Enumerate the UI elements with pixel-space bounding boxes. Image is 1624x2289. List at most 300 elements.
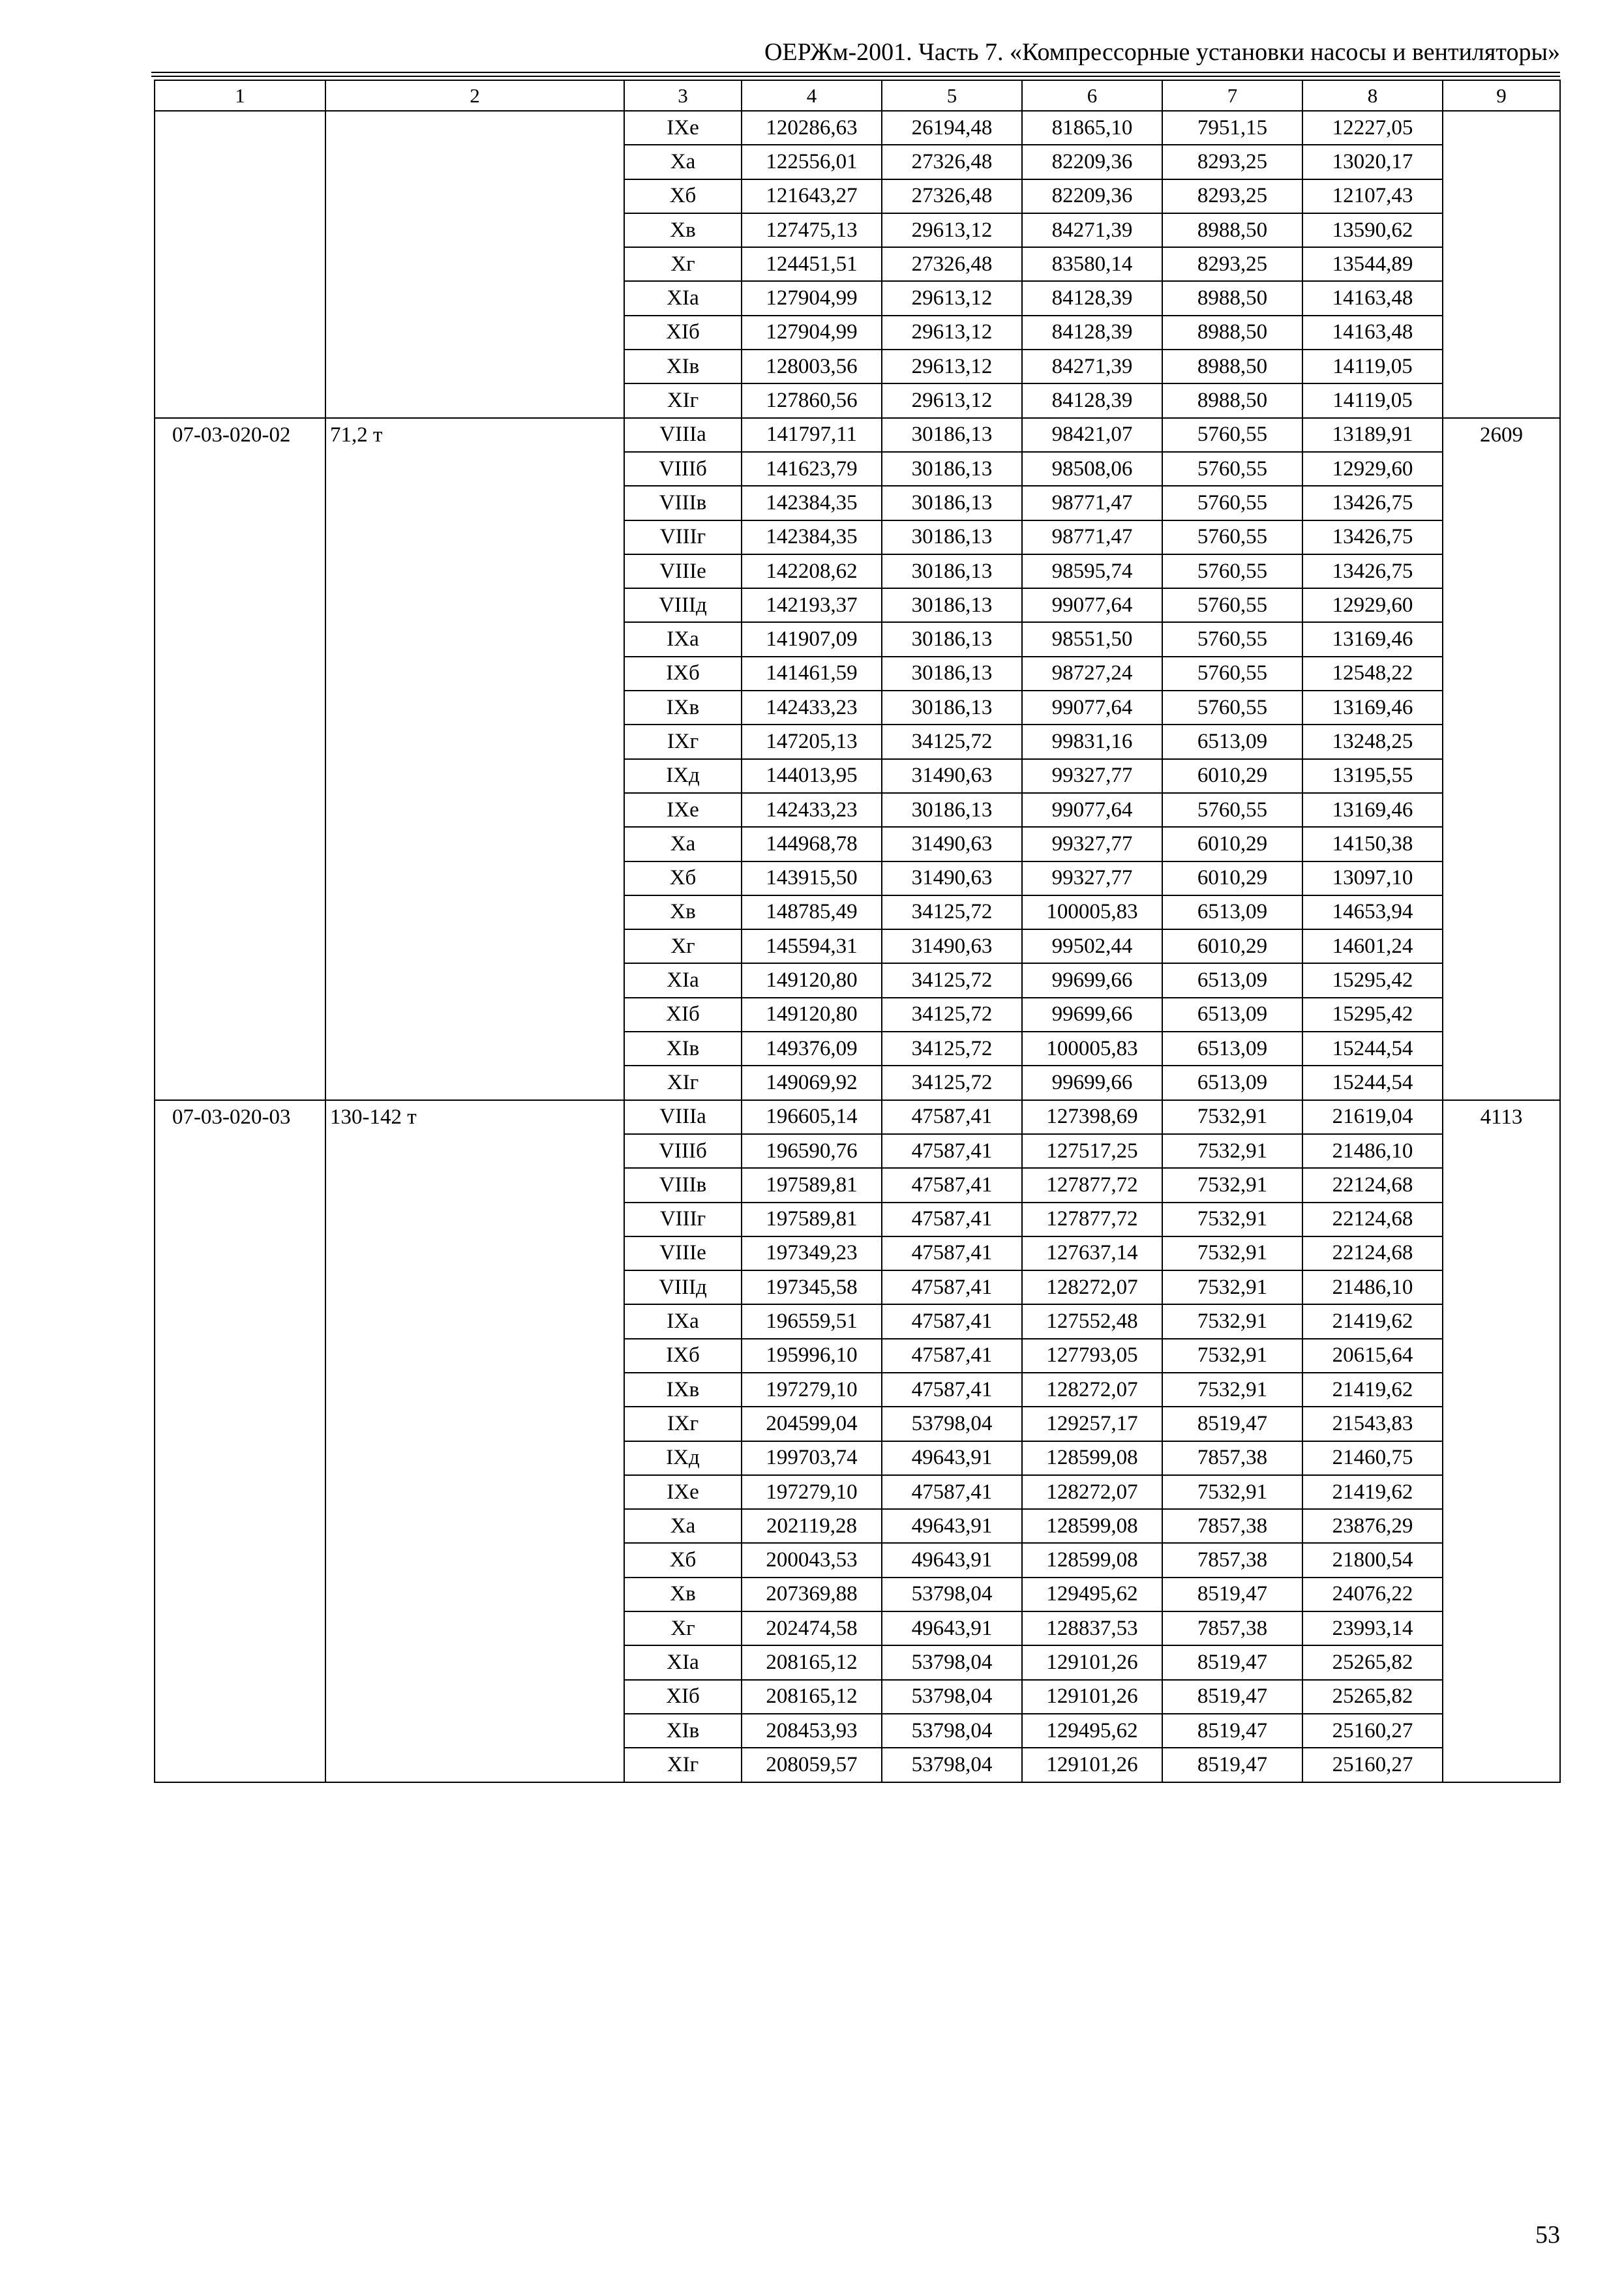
column-number-row (155, 80, 1560, 111)
value-cell: 21486,10 (1302, 1270, 1443, 1304)
value-cell: 22124,68 (1302, 1168, 1443, 1202)
value-cell: 7532,91 (1162, 1134, 1302, 1168)
value-cell: 141461,59 (742, 657, 882, 691)
value-cell: 98595,74 (1022, 554, 1162, 588)
value-cell: 6010,29 (1162, 827, 1302, 861)
page-number: 53 (1535, 2221, 1560, 2249)
value-cell: 21419,62 (1302, 1373, 1443, 1407)
zone-cell: IXе (624, 1475, 742, 1509)
value-cell: 196605,14 (742, 1100, 882, 1134)
value-cell: 5760,55 (1162, 520, 1302, 554)
value-cell: 34125,72 (882, 998, 1022, 1032)
value-cell: 207369,88 (742, 1578, 882, 1611)
value-cell: 12929,60 (1302, 588, 1443, 622)
value-cell: 27326,48 (882, 145, 1022, 179)
value-cell: 5760,55 (1162, 793, 1302, 827)
column-number-8: 8 (1302, 80, 1443, 111)
value-cell: 34125,72 (882, 1066, 1022, 1100)
value-cell: 49643,91 (882, 1611, 1022, 1645)
value-cell: 83580,14 (1022, 247, 1162, 281)
value-cell: 14653,94 (1302, 895, 1443, 929)
zone-cell: VIIIв (624, 486, 742, 520)
value-cell: 8988,50 (1162, 281, 1302, 315)
value-cell: 8988,50 (1162, 350, 1302, 383)
value-cell: 23876,29 (1302, 1509, 1443, 1543)
table-row (155, 1100, 1560, 1134)
value-cell: 8293,25 (1162, 247, 1302, 281)
value-cell: 30186,13 (882, 622, 1022, 656)
zone-cell: Xа (624, 145, 742, 179)
value-cell: 197589,81 (742, 1203, 882, 1236)
value-cell: 143915,50 (742, 861, 882, 895)
value-cell: 8519,47 (1162, 1578, 1302, 1611)
value-cell: 200043,53 (742, 1543, 882, 1577)
zone-cell: VIIIе (624, 1236, 742, 1270)
value-cell: 7857,38 (1162, 1441, 1302, 1475)
value-cell: 99502,44 (1022, 929, 1162, 963)
value-cell: 82209,36 (1022, 179, 1162, 213)
value-cell: 21486,10 (1302, 1134, 1443, 1168)
value-cell: 14163,48 (1302, 316, 1443, 350)
value-cell: 142433,23 (742, 793, 882, 827)
value-cell: 98771,47 (1022, 520, 1162, 554)
zone-cell: XIг (624, 383, 742, 417)
value-cell: 99327,77 (1022, 861, 1162, 895)
value-cell: 197345,58 (742, 1270, 882, 1304)
value-cell: 15295,42 (1302, 963, 1443, 997)
zone-cell: IXг (624, 1407, 742, 1441)
value-cell: 53798,04 (882, 1645, 1022, 1679)
value-cell: 141797,11 (742, 418, 882, 452)
value-cell: 122556,01 (742, 145, 882, 179)
item-code-cell (155, 111, 325, 418)
value-cell: 196590,76 (742, 1134, 882, 1168)
column-number-3: 3 (624, 80, 742, 111)
value-cell: 148785,49 (742, 895, 882, 929)
zone-cell: IXе (624, 793, 742, 827)
item-code-cell: 07-03-020-02 (155, 418, 325, 1100)
value-cell: 7857,38 (1162, 1543, 1302, 1577)
value-cell: 30186,13 (882, 486, 1022, 520)
value-cell: 22124,68 (1302, 1236, 1443, 1270)
column-number-2: 2 (325, 80, 624, 111)
value-cell: 53798,04 (882, 1714, 1022, 1748)
value-cell: 98771,47 (1022, 486, 1162, 520)
value-cell: 204599,04 (742, 1407, 882, 1441)
zone-cell: Xв (624, 213, 742, 247)
zone-cell: IXв (624, 1373, 742, 1407)
value-cell: 30186,13 (882, 588, 1022, 622)
value-cell: 13169,46 (1302, 691, 1443, 725)
value-cell: 208165,12 (742, 1680, 882, 1714)
value-cell: 47587,41 (882, 1475, 1022, 1509)
value-cell: 202119,28 (742, 1509, 882, 1543)
value-cell: 5760,55 (1162, 588, 1302, 622)
zone-cell: XIг (624, 1066, 742, 1100)
value-cell: 6513,09 (1162, 998, 1302, 1032)
table-row (155, 418, 1560, 452)
value-cell: 99831,16 (1022, 725, 1162, 758)
value-cell: 149069,92 (742, 1066, 882, 1100)
value-cell: 29613,12 (882, 213, 1022, 247)
value-cell: 31490,63 (882, 861, 1022, 895)
value-cell: 13426,75 (1302, 554, 1443, 588)
value-cell: 144013,95 (742, 759, 882, 793)
value-cell: 202474,58 (742, 1611, 882, 1645)
zone-cell: VIIIг (624, 520, 742, 554)
value-cell: 129101,26 (1022, 1645, 1162, 1679)
value-cell: 24076,22 (1302, 1578, 1443, 1611)
value-cell: 149120,80 (742, 963, 882, 997)
value-cell: 13248,25 (1302, 725, 1443, 758)
value-cell: 47587,41 (882, 1236, 1022, 1270)
value-cell: 5760,55 (1162, 418, 1302, 452)
value-cell: 199703,74 (742, 1441, 882, 1475)
value-cell: 147205,13 (742, 725, 882, 758)
value-cell: 53798,04 (882, 1578, 1022, 1611)
value-cell: 98421,07 (1022, 418, 1162, 452)
zone-cell: IXд (624, 759, 742, 793)
value-cell: 7532,91 (1162, 1236, 1302, 1270)
zone-cell: IXа (624, 1304, 742, 1338)
value-cell: 8519,47 (1162, 1748, 1302, 1782)
value-cell: 12227,05 (1302, 111, 1443, 145)
value-cell: 129495,62 (1022, 1578, 1162, 1611)
value-cell: 7951,15 (1162, 111, 1302, 145)
value-cell: 13544,89 (1302, 247, 1443, 281)
value-cell: 6010,29 (1162, 759, 1302, 793)
zone-cell: XIб (624, 316, 742, 350)
zone-cell: IXа (624, 622, 742, 656)
value-cell: 7532,91 (1162, 1475, 1302, 1509)
zone-cell: Xб (624, 179, 742, 213)
zone-cell: XIб (624, 998, 742, 1032)
zone-cell: XIг (624, 1748, 742, 1782)
value-cell: 84271,39 (1022, 350, 1162, 383)
value-cell: 14601,24 (1302, 929, 1443, 963)
value-cell: 145594,31 (742, 929, 882, 963)
value-cell: 128837,53 (1022, 1611, 1162, 1645)
value-cell: 127904,99 (742, 316, 882, 350)
value-cell: 13195,55 (1302, 759, 1443, 793)
value-cell: 99077,64 (1022, 691, 1162, 725)
value-cell: 21619,04 (1302, 1100, 1443, 1134)
zone-cell: Xг (624, 1611, 742, 1645)
zone-cell: VIIIб (624, 1134, 742, 1168)
column-number-4: 4 (742, 80, 882, 111)
value-cell: 30186,13 (882, 520, 1022, 554)
item-name-cell (325, 111, 624, 418)
value-cell: 21800,54 (1302, 1543, 1443, 1577)
value-cell: 47587,41 (882, 1134, 1022, 1168)
value-cell: 127860,56 (742, 383, 882, 417)
zone-cell: XIв (624, 1032, 742, 1066)
zone-cell: IXе (624, 111, 742, 145)
value-cell: 7857,38 (1162, 1611, 1302, 1645)
zone-cell: Xг (624, 247, 742, 281)
value-cell: 99699,66 (1022, 1066, 1162, 1100)
item-name-cell: 130-142 т (325, 1100, 624, 1782)
value-cell: 8519,47 (1162, 1407, 1302, 1441)
value-cell: 129495,62 (1022, 1714, 1162, 1748)
value-cell: 5760,55 (1162, 452, 1302, 486)
value-cell: 197589,81 (742, 1168, 882, 1202)
item-name-cell: 71,2 т (325, 418, 624, 1100)
value-cell: 8988,50 (1162, 383, 1302, 417)
value-cell: 99327,77 (1022, 759, 1162, 793)
value-cell: 21543,83 (1302, 1407, 1443, 1441)
column-number-9: 9 (1443, 80, 1560, 111)
value-cell: 7532,91 (1162, 1100, 1302, 1134)
zone-cell: IXб (624, 657, 742, 691)
zone-cell: XIа (624, 281, 742, 315)
value-cell: 7857,38 (1162, 1509, 1302, 1543)
zone-cell: VIIIг (624, 1203, 742, 1236)
value-cell: 128272,07 (1022, 1270, 1162, 1304)
value-cell: 14163,48 (1302, 281, 1443, 315)
value-cell: 82209,36 (1022, 145, 1162, 179)
value-cell: 5760,55 (1162, 486, 1302, 520)
value-cell: 6513,09 (1162, 963, 1302, 997)
value-cell: 8988,50 (1162, 213, 1302, 247)
value-cell: 30186,13 (882, 554, 1022, 588)
value-cell: 128599,08 (1022, 1543, 1162, 1577)
value-cell: 99327,77 (1022, 827, 1162, 861)
zone-cell: IXб (624, 1339, 742, 1373)
value-cell: 7532,91 (1162, 1373, 1302, 1407)
value-cell: 13189,91 (1302, 418, 1443, 452)
value-cell: 127637,14 (1022, 1236, 1162, 1270)
value-cell: 127877,72 (1022, 1203, 1162, 1236)
value-cell: 21460,75 (1302, 1441, 1443, 1475)
zone-cell: IXв (624, 691, 742, 725)
value-cell: 5760,55 (1162, 691, 1302, 725)
value-cell: 30186,13 (882, 452, 1022, 486)
value-cell: 14150,38 (1302, 827, 1443, 861)
value-cell: 13590,62 (1302, 213, 1443, 247)
zone-cell: XIв (624, 1714, 742, 1748)
value-cell: 127475,13 (742, 213, 882, 247)
value-cell: 124451,51 (742, 247, 882, 281)
value-cell: 128272,07 (1022, 1475, 1162, 1509)
value-cell: 25265,82 (1302, 1680, 1443, 1714)
zone-cell: XIб (624, 1680, 742, 1714)
value-cell: 15244,54 (1302, 1066, 1443, 1100)
value-cell: 142193,37 (742, 588, 882, 622)
column-9-cell (1443, 111, 1560, 418)
value-cell: 47587,41 (882, 1339, 1022, 1373)
value-cell: 149120,80 (742, 998, 882, 1032)
price-table (154, 80, 1561, 1783)
value-cell: 144968,78 (742, 827, 882, 861)
value-cell: 12107,43 (1302, 179, 1443, 213)
header-rule-top (151, 72, 1560, 73)
value-cell: 13426,75 (1302, 520, 1443, 554)
zone-cell: IXг (624, 725, 742, 758)
value-cell: 7532,91 (1162, 1203, 1302, 1236)
value-cell: 29613,12 (882, 316, 1022, 350)
value-cell: 27326,48 (882, 247, 1022, 281)
value-cell: 21419,62 (1302, 1475, 1443, 1509)
header-rule-bottom (151, 76, 1560, 77)
value-cell: 31490,63 (882, 929, 1022, 963)
value-cell: 15295,42 (1302, 998, 1443, 1032)
zone-cell: Xб (624, 861, 742, 895)
value-cell: 29613,12 (882, 383, 1022, 417)
value-cell: 142433,23 (742, 691, 882, 725)
value-cell: 127904,99 (742, 281, 882, 315)
column-9-cell: 2609 (1443, 418, 1560, 1100)
value-cell: 6513,09 (1162, 895, 1302, 929)
value-cell: 8519,47 (1162, 1645, 1302, 1679)
value-cell: 81865,10 (1022, 111, 1162, 145)
value-cell: 47587,41 (882, 1270, 1022, 1304)
value-cell: 7532,91 (1162, 1304, 1302, 1338)
value-cell: 6513,09 (1162, 725, 1302, 758)
value-cell: 6010,29 (1162, 929, 1302, 963)
value-cell: 27326,48 (882, 179, 1022, 213)
value-cell: 129101,26 (1022, 1748, 1162, 1782)
value-cell: 14119,05 (1302, 383, 1443, 417)
value-cell: 127877,72 (1022, 1168, 1162, 1202)
value-cell: 47587,41 (882, 1304, 1022, 1338)
zone-cell: XIа (624, 1645, 742, 1679)
value-cell: 30186,13 (882, 793, 1022, 827)
value-cell: 15244,54 (1302, 1032, 1443, 1066)
value-cell: 99077,64 (1022, 588, 1162, 622)
value-cell: 53798,04 (882, 1407, 1022, 1441)
column-number-7: 7 (1162, 80, 1302, 111)
zone-cell: Xг (624, 929, 742, 963)
value-cell: 208453,93 (742, 1714, 882, 1748)
value-cell: 208165,12 (742, 1645, 882, 1679)
value-cell: 8988,50 (1162, 316, 1302, 350)
value-cell: 31490,63 (882, 759, 1022, 793)
zone-cell: Xа (624, 827, 742, 861)
value-cell: 149376,09 (742, 1032, 882, 1066)
value-cell: 7532,91 (1162, 1270, 1302, 1304)
value-cell: 208059,57 (742, 1748, 882, 1782)
item-code-cell: 07-03-020-03 (155, 1100, 325, 1782)
value-cell: 127793,05 (1022, 1339, 1162, 1373)
zone-cell: VIIIа (624, 1100, 742, 1134)
value-cell: 8293,25 (1162, 145, 1302, 179)
value-cell: 34125,72 (882, 963, 1022, 997)
value-cell: 47587,41 (882, 1203, 1022, 1236)
value-cell: 84128,39 (1022, 383, 1162, 417)
zone-cell: VIIIд (624, 1270, 742, 1304)
value-cell: 127398,69 (1022, 1100, 1162, 1134)
zone-cell: Xв (624, 1578, 742, 1611)
value-cell: 99699,66 (1022, 963, 1162, 997)
value-cell: 47587,41 (882, 1373, 1022, 1407)
column-number-5: 5 (882, 80, 1022, 111)
value-cell: 100005,83 (1022, 1032, 1162, 1066)
value-cell: 6010,29 (1162, 861, 1302, 895)
value-cell: 5760,55 (1162, 657, 1302, 691)
value-cell: 34125,72 (882, 725, 1022, 758)
value-cell: 8519,47 (1162, 1680, 1302, 1714)
value-cell: 23993,14 (1302, 1611, 1443, 1645)
value-cell: 128599,08 (1022, 1441, 1162, 1475)
value-cell: 98551,50 (1022, 622, 1162, 656)
value-cell: 129257,17 (1022, 1407, 1162, 1441)
value-cell: 49643,91 (882, 1441, 1022, 1475)
value-cell: 13169,46 (1302, 793, 1443, 827)
zone-cell: XIа (624, 963, 742, 997)
value-cell: 22124,68 (1302, 1203, 1443, 1236)
value-cell: 26194,48 (882, 111, 1022, 145)
value-cell: 100005,83 (1022, 895, 1162, 929)
value-cell: 84271,39 (1022, 213, 1162, 247)
value-cell: 53798,04 (882, 1680, 1022, 1714)
value-cell: 84128,39 (1022, 316, 1162, 350)
value-cell: 5760,55 (1162, 554, 1302, 588)
value-cell: 7532,91 (1162, 1339, 1302, 1373)
value-cell: 13097,10 (1302, 861, 1443, 895)
zone-cell: XIв (624, 350, 742, 383)
column-number-6: 6 (1022, 80, 1162, 111)
value-cell: 197279,10 (742, 1475, 882, 1509)
value-cell: 121643,27 (742, 179, 882, 213)
value-cell: 142384,35 (742, 486, 882, 520)
value-cell: 49643,91 (882, 1509, 1022, 1543)
value-cell: 12929,60 (1302, 452, 1443, 486)
value-cell: 30186,13 (882, 691, 1022, 725)
value-cell: 197279,10 (742, 1373, 882, 1407)
value-cell: 25160,27 (1302, 1748, 1443, 1782)
value-cell: 12548,22 (1302, 657, 1443, 691)
zone-cell: VIIIв (624, 1168, 742, 1202)
value-cell: 13020,17 (1302, 145, 1443, 179)
value-cell: 49643,91 (882, 1543, 1022, 1577)
zone-cell: IXд (624, 1441, 742, 1475)
value-cell: 127517,25 (1022, 1134, 1162, 1168)
zone-cell: VIIIе (624, 554, 742, 588)
value-cell: 30186,13 (882, 418, 1022, 452)
value-cell: 98727,24 (1022, 657, 1162, 691)
value-cell: 129101,26 (1022, 1680, 1162, 1714)
value-cell: 142208,62 (742, 554, 882, 588)
value-cell: 127552,48 (1022, 1304, 1162, 1338)
value-cell: 99699,66 (1022, 998, 1162, 1032)
value-cell: 14119,05 (1302, 350, 1443, 383)
value-cell: 195996,10 (742, 1339, 882, 1373)
value-cell: 98508,06 (1022, 452, 1162, 486)
value-cell: 84128,39 (1022, 281, 1162, 315)
value-cell: 141623,79 (742, 452, 882, 486)
zone-cell: Xв (624, 895, 742, 929)
column-number-1: 1 (155, 80, 325, 111)
value-cell: 8293,25 (1162, 179, 1302, 213)
value-cell: 128599,08 (1022, 1509, 1162, 1543)
value-cell: 128272,07 (1022, 1373, 1162, 1407)
page-header-title: ОЕРЖм-2001. Часть 7. «Компрессорные установки насосы и вентиляторы» (764, 38, 1560, 66)
value-cell: 21419,62 (1302, 1304, 1443, 1338)
table-row (155, 111, 1560, 145)
column-9-cell: 4113 (1443, 1100, 1560, 1782)
value-cell: 197349,23 (742, 1236, 882, 1270)
zone-cell: VIIIд (624, 588, 742, 622)
value-cell: 29613,12 (882, 350, 1022, 383)
zone-cell: VIIIб (624, 452, 742, 486)
zone-cell: Xа (624, 1509, 742, 1543)
value-cell: 120286,63 (742, 111, 882, 145)
value-cell: 128003,56 (742, 350, 882, 383)
value-cell: 7532,91 (1162, 1168, 1302, 1202)
value-cell: 20615,64 (1302, 1339, 1443, 1373)
zone-cell: Xб (624, 1543, 742, 1577)
